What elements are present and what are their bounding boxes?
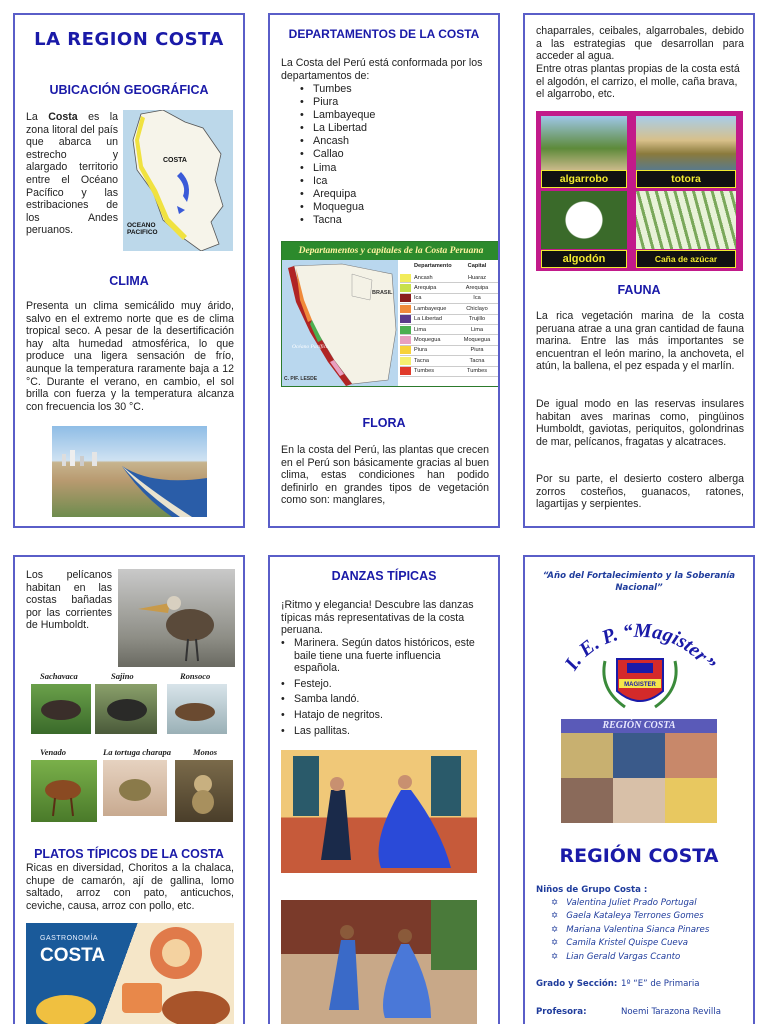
panel-animales-platos — [13, 555, 245, 1024]
list-item: • La Libertad — [300, 122, 460, 135]
collage-tile — [561, 778, 613, 823]
list-item: ✡ Valentina Juliet Prado Portugal — [551, 898, 697, 908]
list-item: • Samba landó. — [281, 693, 481, 706]
legend-dept: Tumbes — [414, 368, 434, 375]
collage-tile — [665, 733, 717, 778]
legend-dept: Ica — [414, 295, 422, 302]
legend-dept: Moquegua — [414, 337, 441, 344]
map-label-ocean: OCEANO PACIFICO — [127, 222, 158, 236]
sachavaca-photo — [31, 684, 91, 734]
plant-label-cana: Caña de azúcar — [636, 250, 736, 268]
plant-label-algodon: algodón — [541, 250, 627, 268]
list-item: • Tacna — [300, 214, 460, 227]
map-legend-header — [400, 263, 498, 273]
cana-photo — [636, 191, 736, 249]
plants-collage — [536, 111, 743, 271]
school-name: I. E. P. “Magister” — [560, 619, 720, 675]
legend-swatch — [400, 315, 411, 323]
legend-capital: Tacna — [469, 357, 485, 364]
monos-photo — [175, 760, 233, 822]
legend-col-dept: Departamento — [414, 263, 452, 269]
animal-label-tortuga: La tortuga charapa — [103, 747, 172, 757]
platos-text: Ricas en diversidad, Choritos a la chalaca, chupe de camarón, ají de gallina, lomo saltado, arroz con pato, anticuchos, ceviche, causa, arroz con pollo, etc. — [26, 862, 234, 912]
panel-portada — [523, 555, 755, 1024]
animal-label-ronsoco: Ronsoco — [180, 671, 211, 681]
map-legend-row — [400, 304, 498, 314]
list-item: • Piura — [300, 96, 460, 109]
map-legend-row — [400, 335, 498, 345]
fauna-text-2: De igual modo en las reservas insulares habitan aves marinas como, pingüinos Humboldt, gaviotas, periquitos, golondrinas de mar, pelícanos, fragatas y alcatraces. — [536, 398, 744, 448]
plant-label-totora: totora — [636, 170, 736, 188]
clima-heading: CLIMA — [109, 274, 149, 288]
map-legend-row — [400, 367, 498, 377]
map-legend-rows — [400, 273, 498, 377]
peru-coast-map — [123, 110, 233, 251]
list-item: • Lima — [300, 162, 460, 175]
map-label-brasil: BRASIL — [372, 290, 393, 296]
legend-dept: Lambayeque — [414, 305, 447, 312]
panel-danzas — [268, 555, 500, 1024]
legend-dept: Arequipa — [414, 285, 437, 292]
panel-ubicacion-clima — [13, 13, 245, 528]
list-item: • Callao — [300, 148, 460, 161]
panel-flora-fauna — [523, 13, 755, 528]
map-legend-row — [400, 346, 498, 356]
flora-heading: FLORA — [362, 416, 406, 430]
flora-continued: chaparrales, ceibales, algarrobales, debido a las estrategias que desarrollan para acceder al agua. — [536, 25, 744, 63]
totora-photo — [636, 116, 736, 170]
departamentos-heading: DEPARTAMENTOS DE LA COSTA — [288, 27, 480, 41]
legend-dept: Tacna — [414, 357, 429, 364]
map-legend-row — [400, 325, 498, 335]
list-item: ✡ Lian Gerald Vargas Ccanto — [551, 951, 681, 962]
star-icon: ✡ — [551, 924, 559, 935]
legend-dept: La Libertad — [414, 316, 442, 323]
list-item: • Moquegua — [300, 201, 460, 214]
map-ocean — [282, 260, 398, 387]
map-legend-row — [400, 294, 498, 304]
legend-capital: Tumbes — [467, 368, 487, 375]
legend-capital: Piura — [470, 347, 484, 354]
list-item: • Marinera. Según datos históricos, este baile tiene una fuerte influencia española. — [281, 637, 481, 675]
list-item: • Ica — [300, 175, 460, 188]
map-title: Departamentos y capitales de la Costa Peruana — [282, 242, 499, 260]
map-label-costa: COSTA — [163, 157, 187, 164]
legend-swatch — [400, 284, 411, 292]
departamentos-intro: La Costa del Perú está conformada por los departamentos de: — [281, 57, 483, 82]
food-banner — [26, 923, 234, 1024]
school-crest — [555, 599, 725, 709]
danzas-list — [281, 637, 481, 740]
legend-capital: Chiclayo — [466, 305, 488, 312]
map-legend-row — [400, 315, 498, 325]
map-legend-row — [400, 283, 498, 293]
platos-heading: PLATOS TÍPICOS DE LA COSTA — [34, 847, 224, 861]
year-motto: “Año del Fortalecimiento y la Soberanía Nacional” — [542, 571, 736, 593]
region-title: REGIÓN COSTA — [559, 845, 719, 867]
list-item: • Festejo. — [281, 678, 481, 691]
festejo-photo — [281, 900, 477, 1024]
list-item: • Lambayeque — [300, 109, 460, 122]
legend-swatch — [400, 274, 411, 282]
legend-capital: Moquegua — [463, 337, 491, 344]
list-item: ✡ Gaela Kataleya Terrones Gomes — [551, 911, 704, 922]
legend-swatch — [400, 357, 411, 365]
list-item: ✡ Mariana Valentina Sianca Pinares — [551, 924, 710, 935]
ronsoco-photo — [167, 684, 227, 734]
legend-capital: Trujillo — [468, 316, 486, 323]
sajino-photo — [95, 684, 157, 734]
legend-capital: Lima — [470, 326, 484, 333]
departamentos-list — [300, 83, 460, 227]
crest-text: MAGISTER — [624, 682, 656, 688]
legend-swatch — [400, 294, 411, 302]
algodon-photo — [541, 191, 627, 249]
legend-swatch — [400, 367, 411, 375]
legend-swatch — [400, 305, 411, 313]
plant-label-algarrobo: algarrobo — [541, 170, 627, 188]
grade-label: Grado y Sección: — [536, 979, 618, 989]
star-icon: ✡ — [551, 951, 559, 962]
ubicacion-text: La Costa es la zona litoral del país que abarca un estrecho y alargado territorio entre el Océano Pacífico y las estribaciones de los Andes peruanos. — [26, 111, 118, 237]
panel-departamentos-flora — [268, 13, 500, 528]
danzas-intro: ¡Ritmo y elegancia! Descubre las danzas típicas más representativas de la costa peruana. — [281, 599, 474, 637]
collage-title: REGIÓN COSTA — [561, 719, 717, 733]
danzas-heading: DANZAS TÍPICAS — [331, 569, 437, 583]
ubicacion-heading: UBICACIÓN GEOGRÁFICA — [49, 83, 209, 97]
legend-capital: Huaraz — [467, 274, 487, 281]
animal-label-venado: Venado — [40, 747, 66, 757]
students-list — [551, 897, 751, 964]
page-title: LA REGION COSTA — [34, 29, 224, 50]
coastline-photo — [52, 426, 207, 517]
legend-dept: Ancash — [414, 274, 433, 281]
list-item: • Arequipa — [300, 188, 460, 201]
flora-text: En la costa del Perú, las plantas que crecen en el Perú son básicamente gracias al buen clima, estas condiciones han podido definirlo en grandes tipos de vegetación como son: manglares, — [281, 444, 489, 507]
collage-tile — [561, 733, 613, 778]
legend-swatch — [400, 346, 411, 354]
group-label: Niños de Grupo Costa : — [536, 885, 648, 895]
fauna-text-3: Por su parte, el desierto costero alberga zorros costeños, guanacos, ratones, lagartijas y serpientes. — [536, 473, 744, 511]
animal-label-sachavaca: Sachavaca — [40, 671, 78, 681]
teacher-label: Profesora: — [536, 1007, 587, 1017]
pelican-photo — [118, 569, 235, 667]
map-legend-row — [400, 356, 498, 366]
legend-capital: Arequipa — [465, 285, 489, 292]
legend-dept: Piura — [414, 347, 428, 354]
list-item: • Tumbes — [300, 83, 460, 96]
marinera-photo — [281, 750, 477, 873]
animal-label-sajino: Sajino — [111, 671, 134, 681]
map-credit: C. PIF. LESDE — [284, 376, 318, 382]
list-item: • Ancash — [300, 135, 460, 148]
departamentos-map — [281, 241, 499, 387]
legend-capital: Ica — [473, 295, 481, 302]
tortuga-photo — [103, 760, 167, 816]
flora-plants-text: Entre otras plantas propias de la costa está el algodón, el carrizo, el molle, caña brava, el algarrobo, etc. — [536, 63, 740, 101]
list-item: • Las pallitas. — [281, 725, 481, 738]
fauna-heading: FAUNA — [617, 283, 661, 297]
list-item: ✡ Camila Kristel Quispe Cueva — [551, 938, 689, 949]
legend-swatch — [400, 326, 411, 334]
legend-swatch — [400, 336, 411, 344]
collage-tile — [613, 733, 665, 778]
pelican-text: Los pelícanos habitan en las costas bañadas por las corrientes de Humboldt. — [26, 569, 112, 632]
star-icon: ✡ — [551, 911, 559, 922]
map-label-ocean: Océano Pacífico — [292, 344, 329, 350]
food-banner-small: GASTRONOMÍA — [40, 935, 99, 942]
fauna-text-1: La rica vegetación marina de la costa peruana atrae a una gran cantidad de fauna marina. Entre las más importantes se encuentran el león marino, la anchoveta, el atún, la ballena, el pez espada y el marlín. — [536, 310, 744, 373]
food-banner-title: COSTA — [40, 945, 106, 966]
animal-label-monos: Monos — [193, 747, 218, 757]
legend-dept: Lima — [414, 326, 427, 333]
list-item: • Hatajo de negritos. — [281, 709, 481, 722]
star-icon: ✡ — [551, 898, 559, 908]
teacher-value: Noemi Tarazona Revilla — [621, 1007, 721, 1017]
map-legend-row — [400, 273, 498, 283]
grade-value: 1º “E” de Primaria — [621, 979, 700, 989]
venado-photo — [31, 760, 97, 822]
map-legend — [400, 263, 498, 377]
algarrobo-photo — [541, 116, 627, 170]
region-collage — [561, 719, 717, 823]
star-icon: ✡ — [551, 938, 559, 949]
collage-tile — [665, 778, 717, 823]
clima-text: Presenta un clima semicálido muy árido, salvo en el extremo norte que es de clima tropical seco. A pesar de la desertificación hay alta humedad atmosférica, lo que produce una ligera sensación de frío, aunque la temperatura raramente baja a 12 °C. Durante el verano, en cambio, el sol brilla con fuerza y la temperatura alcanza con frecuencia los 30 °C. — [26, 300, 234, 413]
collage-tile — [613, 778, 665, 823]
legend-col-cap: Capital — [467, 263, 487, 269]
